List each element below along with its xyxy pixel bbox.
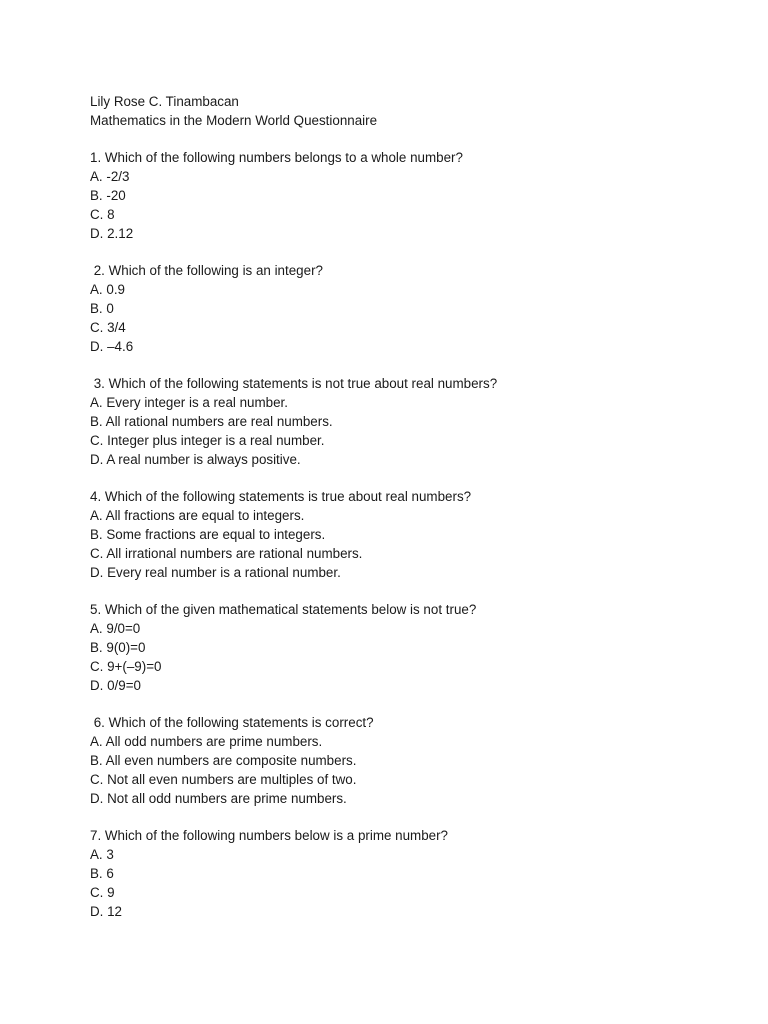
option-a: A. 9/0=0 (90, 621, 141, 636)
document-header (90, 92, 730, 130)
option-d: D. A real number is always positive. (90, 452, 301, 467)
option-a: A. Every integer is a real number. (90, 395, 288, 410)
question-7 (90, 826, 730, 921)
option-c: C. 9 (90, 885, 115, 900)
option-a: A. 3 (90, 847, 114, 862)
question-1 (90, 148, 730, 243)
option-c: C. All irrational numbers are rational numbers. (90, 546, 363, 561)
option-d: D. 12 (90, 904, 123, 919)
question-stem: 2. Which of the following is an integer? (90, 263, 323, 278)
document-title: Mathematics in the Modern World Questionnaire (90, 113, 378, 128)
question-stem: 6. Which of the following statements is correct? (90, 715, 374, 730)
option-d: D. –4.6 (90, 339, 134, 354)
option-b: B. Some fractions are equal to integers. (90, 527, 326, 542)
option-b: B. 6 (90, 866, 114, 881)
option-a: A. All fractions are equal to integers. (90, 508, 305, 523)
option-b: B. All even numbers are composite numbers. (90, 753, 357, 768)
option-c: C. Not all even numbers are multiples of two. (90, 772, 357, 787)
question-stem: 5. Which of the given mathematical statements below is not true? (90, 602, 477, 617)
option-d: D. Not all odd numbers are prime numbers. (90, 791, 347, 806)
option-b: B. All rational numbers are real numbers. (90, 414, 333, 429)
option-d: D. 2.12 (90, 226, 134, 241)
option-a: A. -2/3 (90, 169, 130, 184)
question-stem: 3. Which of the following statements is not true about real numbers? (90, 376, 498, 391)
option-d: D. Every real number is a rational number. (90, 565, 341, 580)
option-c: C. Integer plus integer is a real number. (90, 433, 325, 448)
question-stem: 1. Which of the following numbers belongs to a whole number? (90, 150, 463, 165)
question-2 (90, 261, 730, 356)
question-5 (90, 600, 730, 695)
option-d: D. 0/9=0 (90, 678, 141, 693)
option-c: C. 9+(–9)=0 (90, 659, 162, 674)
option-b: B. -20 (90, 188, 126, 203)
question-6 (90, 713, 730, 808)
document-body (90, 92, 730, 939)
question-stem: 7. Which of the following numbers below is a prime number? (90, 828, 448, 843)
question-stem: 4. Which of the following statements is true about real numbers? (90, 489, 472, 504)
option-c: C. 3/4 (90, 320, 126, 335)
option-a: A. All odd numbers are prime numbers. (90, 734, 323, 749)
option-c: C. 8 (90, 207, 115, 222)
option-b: B. 0 (90, 301, 114, 316)
question-3 (90, 374, 730, 469)
option-b: B. 9(0)=0 (90, 640, 146, 655)
author-name: Lily Rose C. Tinambacan (90, 94, 239, 109)
question-4 (90, 487, 730, 582)
option-a: A. 0.9 (90, 282, 125, 297)
